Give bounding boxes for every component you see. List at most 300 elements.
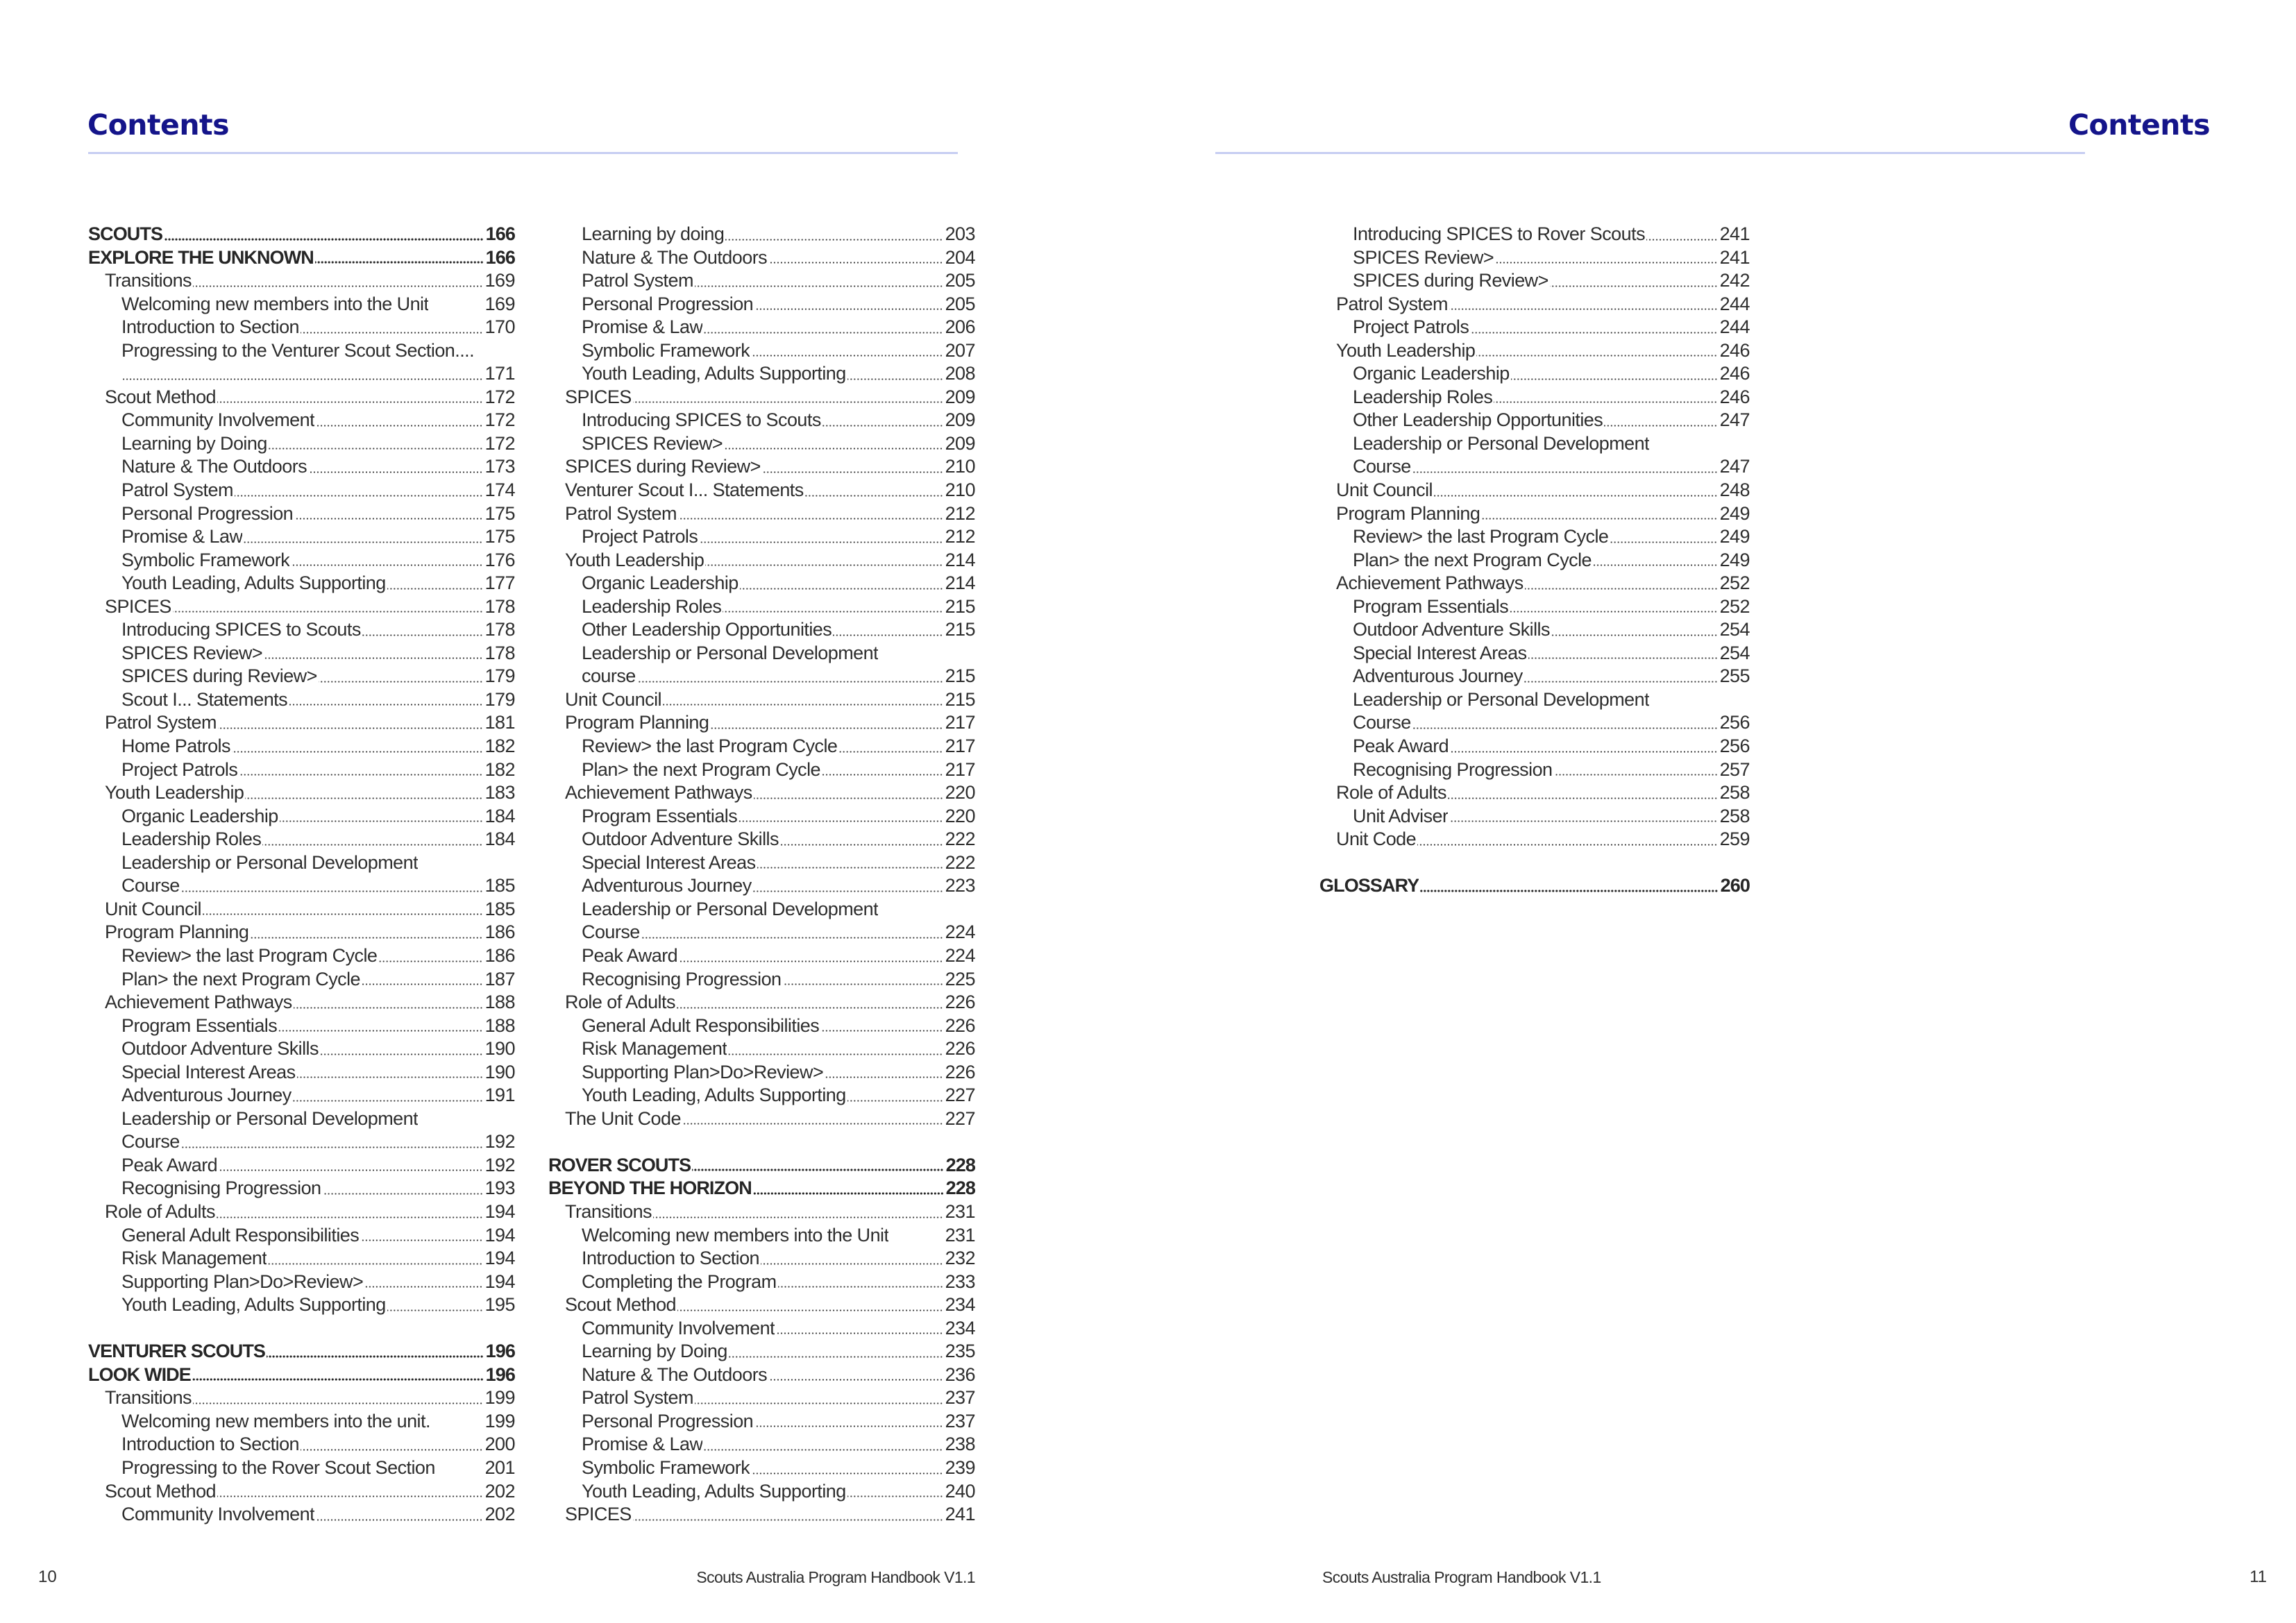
toc-page-number: 202 [484, 1504, 515, 1525]
dot-leader [264, 657, 482, 659]
toc-entry-label: Promise & Law [582, 316, 703, 338]
toc-entry[interactable] [88, 1200, 515, 1224]
toc-entry-label: Project Patrols [1353, 316, 1469, 338]
toc-section-heading[interactable] [548, 1177, 975, 1200]
toc-entry[interactable] [548, 409, 975, 432]
dot-leader [753, 1192, 944, 1195]
toc-entry[interactable] [1319, 432, 1750, 456]
dot-leader [653, 1216, 943, 1218]
toc-entry[interactable] [88, 1247, 515, 1271]
toc-entry[interactable] [88, 572, 515, 595]
toc-entry-label: Transitions [105, 1387, 192, 1409]
toc-entry[interactable] [1319, 549, 1750, 572]
toc-entry[interactable] [88, 1410, 515, 1434]
toc-entry[interactable] [88, 1503, 515, 1527]
toc-page-number: 238 [945, 1434, 975, 1455]
dot-leader [695, 1402, 943, 1404]
toc-entry[interactable] [88, 386, 515, 409]
toc-entry[interactable] [548, 269, 975, 293]
toc-entry[interactable] [548, 618, 975, 642]
toc-page-number: 194 [484, 1248, 515, 1269]
toc-page-number: 241 [1719, 223, 1750, 244]
toc-entry[interactable] [548, 735, 975, 758]
toc-entry-label: Program Planning [565, 712, 709, 733]
toc-entry-label: Leadership or Personal Development [1353, 688, 1650, 710]
toc-page-number: 226 [945, 1014, 975, 1036]
toc-entry[interactable] [88, 362, 515, 386]
dot-leader [289, 704, 483, 706]
toc-entry-label: Achievement Pathways [1336, 572, 1523, 594]
toc-page-number: 207 [945, 339, 975, 361]
toc-entry[interactable] [88, 316, 515, 339]
toc-entry[interactable] [88, 898, 515, 921]
toc-entry[interactable] [548, 921, 975, 944]
toc-entry[interactable] [88, 944, 515, 968]
toc-entry[interactable] [1319, 735, 1750, 758]
toc-entry-label: Leadership or Personal Development [121, 1107, 419, 1129]
toc-entry-label: General Adult Responsibilities [582, 1014, 820, 1036]
toc-entry[interactable] [548, 665, 975, 688]
dot-leader [751, 355, 943, 357]
toc-entry[interactable] [548, 595, 975, 619]
dot-leader [1450, 751, 1717, 753]
toc-entry[interactable] [88, 1107, 515, 1131]
toc-entry-label: Role of Adults [105, 1200, 215, 1222]
toc-entry[interactable] [88, 805, 515, 829]
dot-leader [301, 1449, 483, 1451]
toc-entry-label: Review> the last Program Cycle [121, 944, 378, 966]
toc-entry[interactable] [548, 711, 975, 735]
toc-entry[interactable] [548, 898, 975, 921]
toc-entry-label: Welcoming new members into the unit. [121, 1410, 430, 1431]
toc-entry-label: Personal Progression [582, 293, 754, 314]
toc-entry[interactable] [88, 665, 515, 688]
dot-leader [1449, 308, 1718, 310]
toc-entry-label: Outdoor Adventure Skills [1353, 619, 1550, 640]
toc-entry[interactable] [88, 1433, 515, 1456]
toc-page-number: 178 [484, 619, 515, 640]
toc-page-number: 209 [945, 409, 975, 431]
toc-entry[interactable] [548, 316, 975, 339]
toc-entry-label: Achievement Pathways [105, 992, 292, 1013]
toc-entry[interactable] [1319, 525, 1750, 549]
toc-page-number: 240 [945, 1480, 975, 1502]
toc-entry[interactable] [548, 1293, 975, 1317]
dot-leader [280, 820, 483, 822]
toc-section-heading[interactable] [548, 1154, 975, 1178]
toc-entry[interactable] [1319, 386, 1750, 409]
toc-page-number: 170 [484, 316, 515, 338]
toc-page-number: 237 [945, 1410, 975, 1431]
toc-entry-label: Review> the last Program Cycle [1353, 526, 1609, 547]
toc-entry[interactable] [548, 1340, 975, 1363]
toc-entry[interactable] [88, 293, 515, 316]
toc-entry[interactable] [1319, 362, 1750, 386]
toc-entry[interactable] [548, 1037, 975, 1061]
dot-leader [1494, 401, 1717, 403]
toc-entry-label: Scout Method [565, 1294, 677, 1316]
dot-leader [1511, 378, 1718, 380]
toc-entry-label: Nature & The Outdoors [121, 456, 307, 477]
toc-entry[interactable] [548, 1503, 975, 1527]
toc-entry[interactable] [1319, 595, 1750, 619]
toc-entry[interactable] [548, 1224, 975, 1248]
dot-leader [268, 1263, 482, 1265]
toc-entry[interactable] [1319, 665, 1750, 688]
toc-page-number: 215 [945, 665, 975, 687]
title-rule [88, 152, 958, 154]
toc-entry[interactable] [1319, 688, 1750, 712]
toc-entry[interactable] [88, 1037, 515, 1061]
toc-entry[interactable] [88, 781, 515, 805]
toc-page-number: 174 [484, 479, 515, 501]
toc-page-number: 172 [484, 409, 515, 431]
dot-leader [724, 448, 943, 450]
toc-page-number: 193 [484, 1178, 515, 1199]
toc-entry-label: Special Interest Areas [121, 1061, 296, 1082]
toc-entry[interactable] [1319, 316, 1750, 339]
toc-entry[interactable] [1319, 642, 1750, 665]
toc-entry-label: SPICES Review> [1353, 246, 1494, 268]
toc-entry[interactable] [548, 1107, 975, 1131]
dot-leader [705, 564, 943, 566]
toc-entry[interactable] [548, 642, 975, 665]
toc-section-heading[interactable] [88, 1363, 515, 1387]
toc-entry-label: Unit Council [565, 688, 661, 710]
toc-section-heading[interactable] [1319, 874, 1750, 898]
dot-leader [725, 239, 943, 241]
toc-entry[interactable] [88, 549, 515, 572]
dot-leader [723, 611, 943, 613]
toc-entry[interactable] [548, 479, 975, 502]
toc-entry-label: Learning by Doing [582, 1341, 727, 1362]
toc-entry[interactable] [1319, 618, 1750, 642]
toc-entry[interactable] [88, 1014, 515, 1038]
toc-entry[interactable] [548, 1480, 975, 1504]
toc-entry-label: Patrol System [582, 1387, 693, 1409]
toc-page-number: 178 [484, 642, 515, 663]
toc-page-number: 191 [484, 1085, 515, 1106]
toc-entry-label: Project Patrols [121, 758, 238, 780]
toc-page-number: 212 [945, 502, 975, 524]
toc-entry[interactable] [548, 991, 975, 1014]
toc-entry[interactable] [88, 595, 515, 619]
toc-page-number: 227 [945, 1107, 975, 1129]
toc-entry-label: Other Leadership Opportunities [1353, 409, 1603, 431]
toc-entry[interactable] [88, 642, 515, 665]
dot-leader [754, 1425, 943, 1427]
toc-entry[interactable] [548, 293, 975, 316]
toc-spacer [548, 1130, 975, 1154]
toc-page-number: 246 [1719, 363, 1750, 384]
toc-section-heading[interactable] [88, 246, 515, 270]
dot-leader [301, 332, 483, 334]
toc-entry[interactable] [548, 455, 975, 479]
toc-page-number: 205 [945, 270, 975, 291]
toc-entry-label: EXPLORE THE UNKNOWN [88, 246, 314, 268]
dot-leader [1417, 844, 1717, 846]
toc-page-number: 224 [945, 944, 975, 966]
dot-leader [1420, 890, 1718, 892]
toc-section-heading[interactable] [88, 1340, 515, 1363]
toc-page-number: 241 [1719, 246, 1750, 268]
toc-page-number: 175 [484, 526, 515, 547]
toc-entry[interactable] [88, 339, 515, 363]
toc-entry[interactable] [1319, 293, 1750, 316]
dot-leader [757, 867, 943, 869]
toc-entry[interactable] [88, 432, 515, 456]
dot-leader [315, 261, 484, 264]
toc-page-number: 226 [945, 1061, 975, 1082]
toc-entry-label: Adventurous Journey [582, 875, 752, 897]
toc-entry[interactable] [88, 269, 515, 293]
toc-page-number: 258 [1719, 805, 1750, 826]
toc-entry-label: VENTURER SCOUTS [88, 1341, 266, 1362]
toc-entry-label: Learning by doing [582, 223, 725, 244]
toc-page-number: 215 [945, 619, 975, 640]
dot-leader [1412, 471, 1718, 473]
toc-entry-label: Home Patrols [121, 736, 230, 757]
toc-entry[interactable] [88, 1177, 515, 1200]
toc-entry[interactable] [548, 1410, 975, 1434]
dot-leader [181, 1146, 483, 1148]
toc-entry-label: SPICES during Review> [121, 665, 317, 687]
toc-entry[interactable] [88, 525, 515, 549]
page-title: Contents [87, 108, 230, 142]
toc-entry-label: Patrol System [582, 270, 693, 291]
toc-entry[interactable] [548, 572, 975, 595]
toc-entry[interactable] [1319, 409, 1750, 432]
dot-leader [761, 1263, 943, 1265]
toc-entry[interactable] [1319, 805, 1750, 829]
toc-page-number: 192 [484, 1154, 515, 1175]
dot-leader [833, 634, 943, 636]
toc-page-number: 233 [945, 1271, 975, 1292]
toc-entry[interactable] [88, 1271, 515, 1294]
toc-entry[interactable] [548, 339, 975, 363]
toc-entry[interactable] [548, 549, 975, 572]
toc-page-number: 166 [485, 246, 515, 268]
toc-entry[interactable] [548, 1247, 975, 1271]
toc-page-number: 205 [945, 293, 975, 314]
toc-page-number: 204 [945, 246, 975, 268]
toc-page-number: 232 [945, 1248, 975, 1269]
toc-page-number: 195 [484, 1294, 515, 1316]
toc-entry[interactable] [548, 851, 975, 875]
toc-entry[interactable] [1319, 246, 1750, 270]
toc-entry-label: Organic Leadership [1353, 363, 1510, 384]
toc-page-number: 228 [945, 1154, 975, 1175]
toc-entry[interactable] [88, 828, 515, 851]
dot-leader [663, 704, 943, 706]
toc-entry[interactable] [88, 479, 515, 502]
toc-page-number: 257 [1719, 758, 1750, 780]
toc-entry-label: SPICES [565, 386, 632, 407]
toc-entry[interactable] [1319, 223, 1750, 246]
toc-entry[interactable] [88, 1386, 515, 1410]
toc-entry-label: Personal Progression [582, 1410, 754, 1431]
toc-entry-label: Risk Management [121, 1248, 267, 1269]
toc-entry-label: Welcoming new members into the Unit [582, 1224, 889, 1246]
dot-leader [1524, 681, 1718, 683]
toc-entry-label: Patrol System [565, 502, 677, 524]
toc-entry[interactable] [548, 1271, 975, 1294]
toc-entry[interactable] [548, 1084, 975, 1107]
toc-page-number: 225 [945, 968, 975, 989]
toc-entry-label: Scout Method [105, 386, 217, 407]
toc-entry[interactable] [88, 502, 515, 526]
dot-leader [1604, 425, 1717, 427]
toc-entry[interactable] [548, 1363, 975, 1387]
toc-entry[interactable] [1319, 339, 1750, 363]
toc-entry[interactable] [88, 968, 515, 992]
toc-entry[interactable] [88, 1224, 515, 1248]
dot-leader [181, 890, 483, 892]
toc-entry[interactable] [548, 1433, 975, 1456]
toc-entry[interactable] [548, 805, 975, 829]
toc-entry-label: Recognising Progression [121, 1178, 321, 1199]
toc-entry[interactable] [548, 525, 975, 549]
toc-page-number: 252 [1719, 572, 1750, 594]
dot-leader [783, 983, 943, 985]
toc-page-number: 222 [945, 851, 975, 873]
toc-entry[interactable] [548, 758, 975, 782]
toc-entry-label: Unit Council [1336, 479, 1433, 501]
toc-entry-label: Promise & Law [582, 1434, 703, 1455]
toc-entry[interactable] [88, 618, 515, 642]
toc-entry[interactable] [548, 781, 975, 805]
toc-entry[interactable] [88, 758, 515, 782]
toc-entry-label: Introducing SPICES to Rover Scouts [1353, 223, 1646, 244]
toc-page-number: 172 [484, 386, 515, 407]
dot-leader [378, 960, 482, 962]
toc-entry[interactable] [88, 711, 515, 735]
toc-entry[interactable] [548, 944, 975, 968]
toc-page-number: 249 [1719, 549, 1750, 570]
toc-entry-label: Course [121, 1131, 180, 1153]
toc-page-number: 185 [484, 898, 515, 919]
toc-entry-label: ROVER SCOUTS [548, 1154, 691, 1175]
toc-page-number: 231 [945, 1200, 975, 1222]
toc-entry-label: Youth Leadership [565, 549, 704, 570]
toc-entry-label: Outdoor Adventure Skills [582, 829, 779, 850]
dot-leader [1449, 820, 1717, 822]
dot-leader [1550, 285, 1718, 287]
toc-entry-label: SPICES [565, 1504, 632, 1525]
toc-entry[interactable] [88, 991, 515, 1014]
toc-entry[interactable] [88, 688, 515, 712]
dot-leader [633, 1519, 943, 1521]
toc-entry[interactable] [548, 1456, 975, 1480]
toc-entry[interactable] [548, 874, 975, 898]
toc-entry-label: Peak Award [582, 944, 678, 966]
toc-page-number: 215 [945, 688, 975, 710]
toc-page-number: 209 [945, 386, 975, 407]
dot-leader [822, 425, 943, 427]
toc-entry[interactable] [548, 1386, 975, 1410]
dot-leader [297, 1076, 483, 1078]
toc-page-number: 254 [1719, 642, 1750, 663]
dot-leader [778, 1286, 943, 1288]
toc-page-number: 182 [484, 758, 515, 780]
toc-entry[interactable] [548, 386, 975, 409]
toc-entry[interactable] [548, 246, 975, 270]
toc-entry[interactable] [548, 223, 975, 246]
toc-entry[interactable] [548, 502, 975, 526]
toc-entry-label: Unit Adviser [1353, 805, 1449, 826]
toc-entry[interactable] [548, 362, 975, 386]
toc-entry[interactable] [88, 1154, 515, 1178]
toc-entry[interactable] [88, 851, 515, 875]
toc-page-number: 252 [1719, 595, 1750, 617]
toc-entry-label: Program Essentials [582, 805, 738, 826]
toc-entry[interactable] [548, 828, 975, 851]
toc-entry[interactable] [88, 921, 515, 944]
toc-entry[interactable] [1319, 479, 1750, 502]
toc-entry[interactable] [1319, 572, 1750, 595]
toc-entry[interactable] [1319, 455, 1750, 479]
toc-entry[interactable] [88, 1130, 515, 1154]
toc-entry[interactable] [1319, 502, 1750, 526]
toc-entry[interactable] [1319, 781, 1750, 805]
toc-page-number: 231 [945, 1224, 975, 1246]
dot-leader [291, 564, 482, 566]
toc-entry[interactable] [548, 688, 975, 712]
toc-entry[interactable] [1319, 269, 1750, 293]
toc-entry[interactable] [88, 1480, 515, 1504]
toc-entry[interactable] [548, 1317, 975, 1341]
dot-leader [847, 378, 943, 380]
toc-entry-label: Introducing SPICES to Scouts [582, 409, 821, 431]
toc-entry[interactable] [548, 1014, 975, 1038]
toc-entry[interactable] [548, 1061, 975, 1085]
toc-entry-label: SCOUTS [88, 223, 163, 244]
toc-entry[interactable] [1319, 828, 1750, 851]
toc-entry[interactable] [548, 1200, 975, 1224]
toc-entry[interactable] [88, 1061, 515, 1085]
toc-section-heading[interactable] [88, 223, 515, 246]
toc-page-number: 199 [484, 1387, 515, 1409]
dot-leader [740, 588, 943, 590]
toc-page-number: 178 [484, 595, 515, 617]
toc-entry[interactable] [1319, 758, 1750, 782]
toc-entry[interactable] [88, 1084, 515, 1107]
page-number: 11 [2249, 1567, 2267, 1586]
toc-entry[interactable] [1319, 711, 1750, 735]
toc-page-number: 260 [1720, 875, 1750, 897]
toc-entry[interactable] [88, 735, 515, 758]
dot-leader [1646, 239, 1718, 241]
toc-page-number: 166 [485, 223, 515, 244]
toc-entry[interactable] [88, 874, 515, 898]
dot-leader [728, 1053, 943, 1055]
toc-page-number: 214 [945, 572, 975, 594]
toc-entry[interactable] [548, 968, 975, 992]
dot-leader [360, 1239, 482, 1241]
toc-entry-label: Organic Leadership [121, 805, 278, 826]
toc-entry[interactable] [88, 1293, 515, 1317]
dot-leader [1528, 657, 1718, 659]
toc-entry[interactable] [88, 455, 515, 479]
dot-leader [1495, 262, 1717, 264]
toc-entry-label: Leadership or Personal Development [1353, 432, 1650, 454]
toc-page-number: 206 [945, 316, 975, 338]
toc-entry[interactable] [88, 1456, 515, 1480]
dot-leader [217, 1495, 483, 1497]
toc-entry[interactable] [548, 432, 975, 456]
toc-entry-label: Role of Adults [565, 992, 675, 1013]
toc-entry[interactable] [88, 409, 515, 432]
